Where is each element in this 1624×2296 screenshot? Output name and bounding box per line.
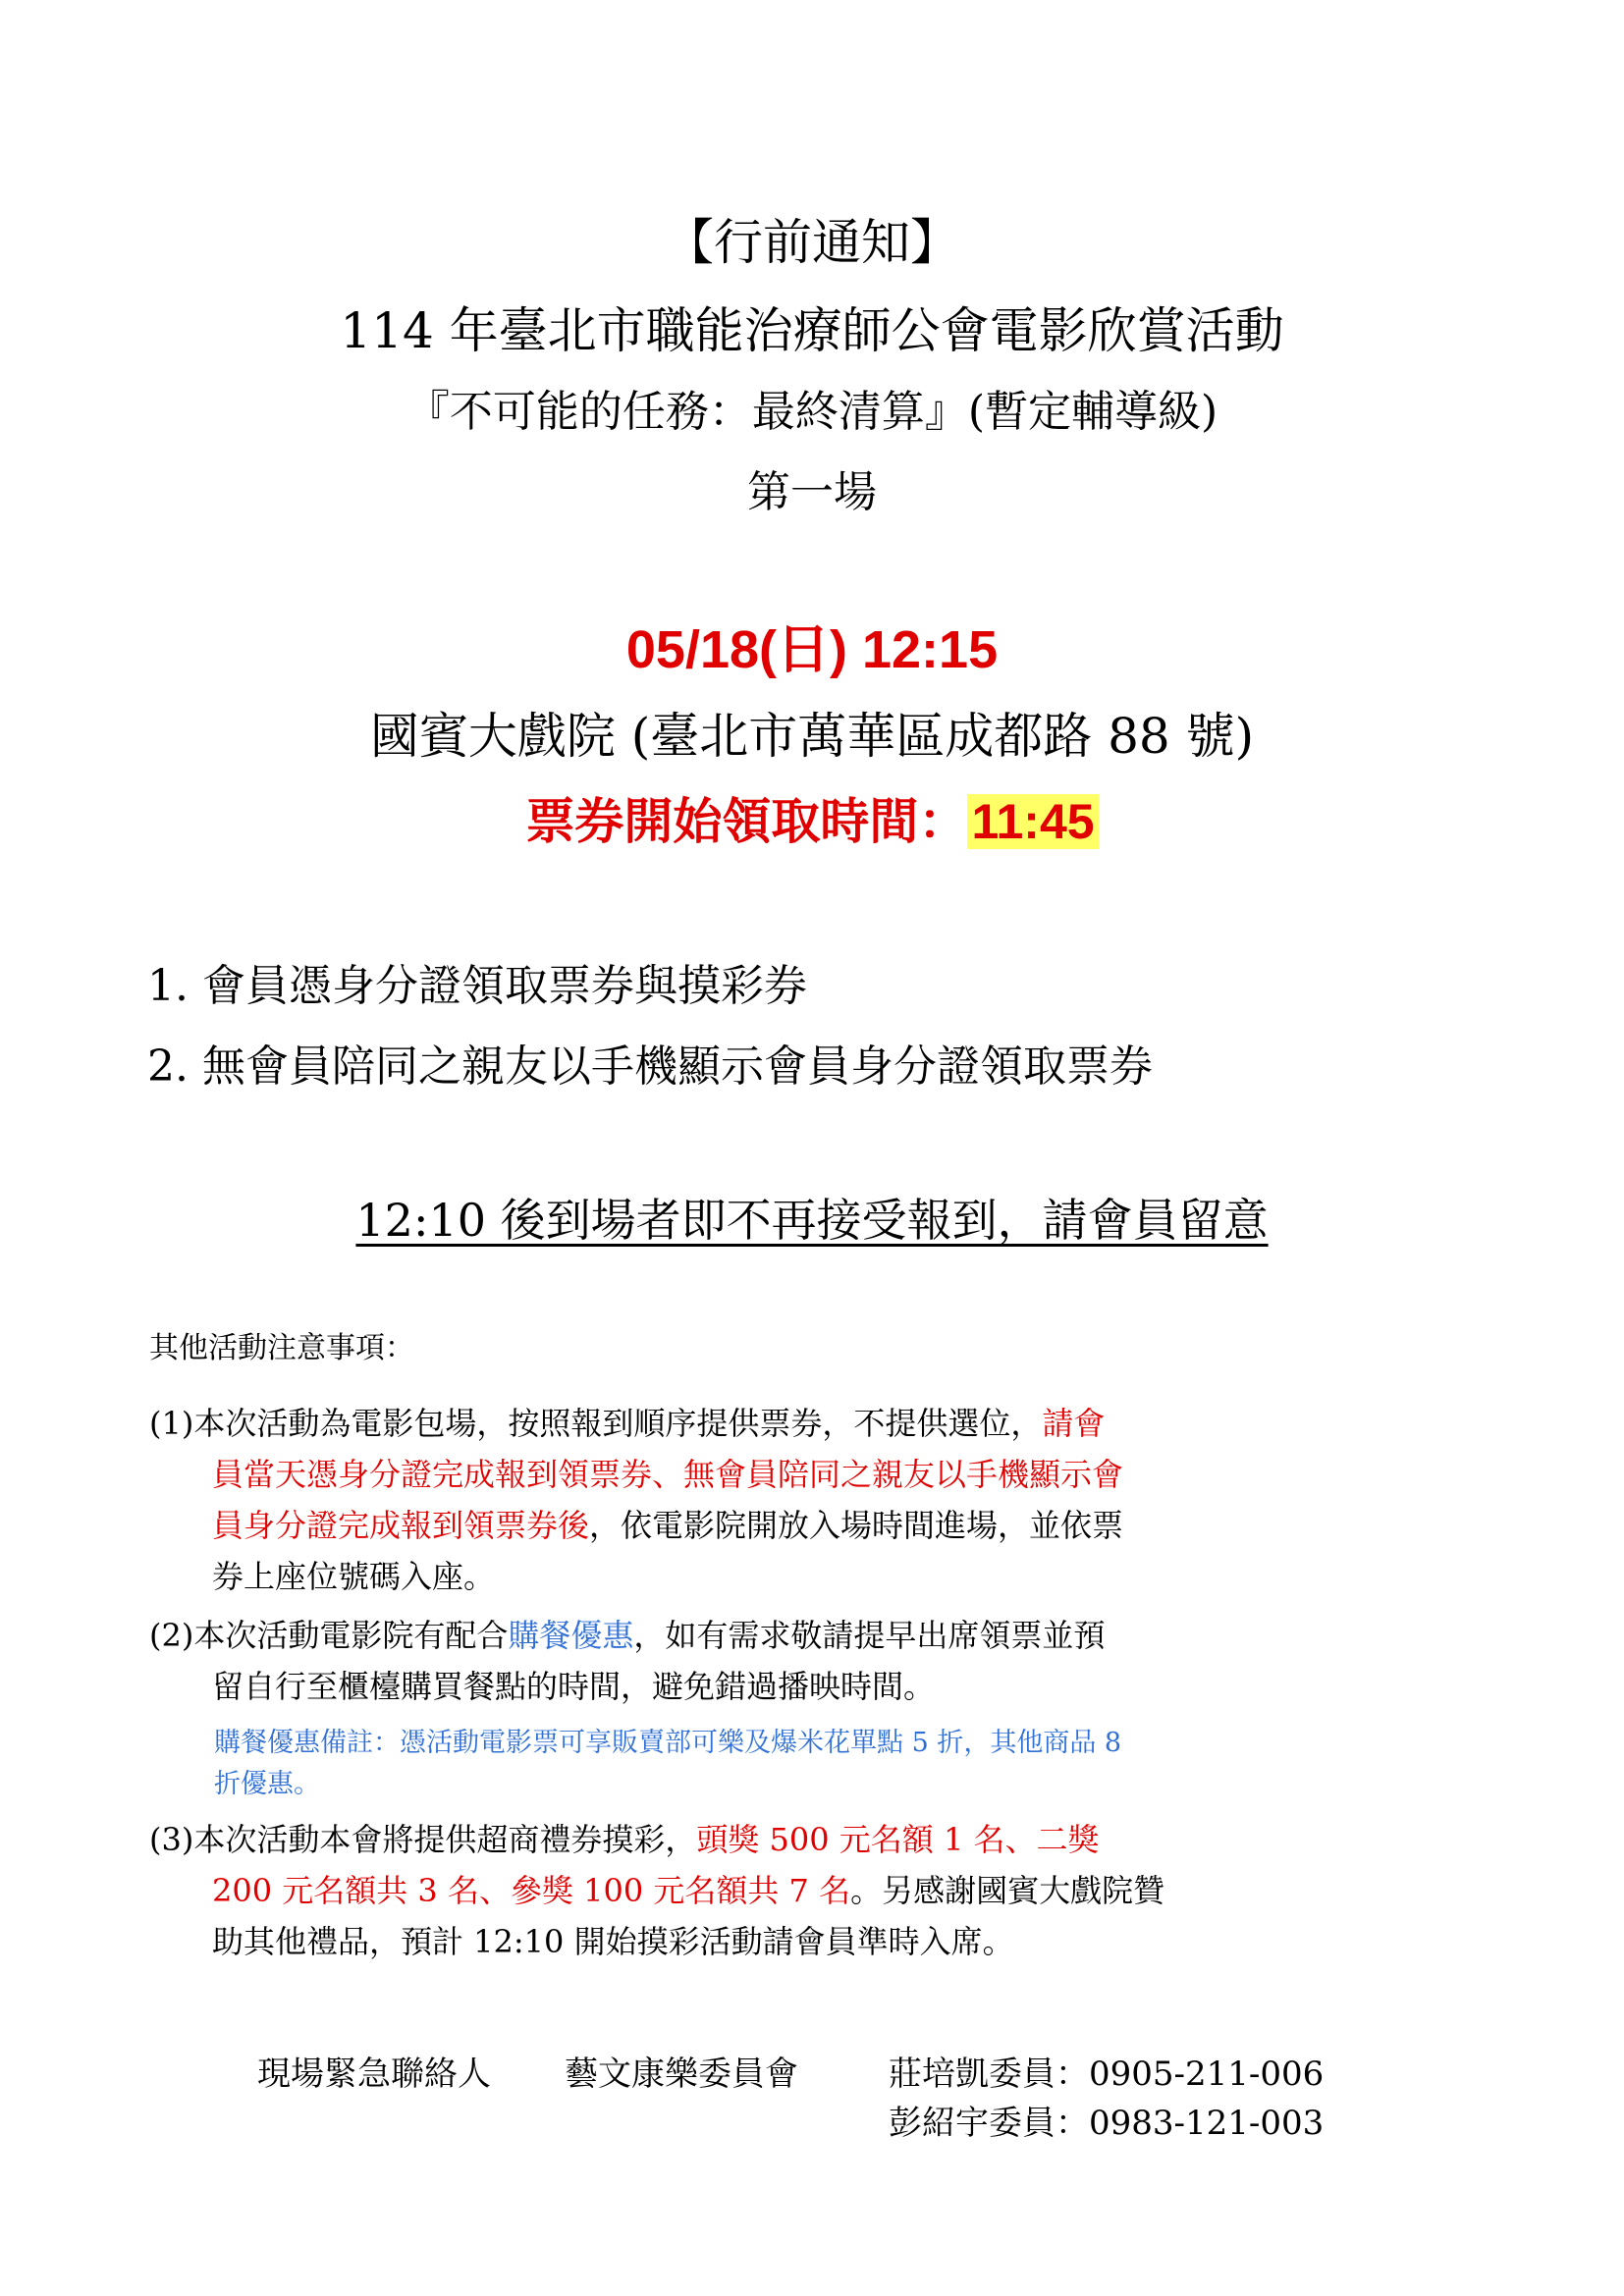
pickup-label: 票券開始領取時間： [525, 794, 968, 849]
meal-discount-text: 購餐優惠 [508, 1617, 634, 1654]
note-item-3 [149, 1814, 1327, 1967]
checkin-deadline [0, 1186, 1624, 1255]
prize-text-red: 200 元名額共 3 名、參獎 100 元名額共 7 名 [212, 1872, 851, 1909]
note-text: (3)本次活動本會將提供超商禮券摸彩， [149, 1821, 697, 1858]
notice-heading: 【行前通知】 [665, 214, 959, 271]
contact-committee: 藝文康樂委員會 [565, 2055, 798, 2094]
event-title: 114 年臺北市職能治療師公會電影欣賞活動 [340, 302, 1284, 359]
note-line: 折優惠。 [214, 1769, 320, 1799]
contact-label: 現場緊急聯絡人 [257, 2055, 491, 2094]
note-text: 。另感謝國賓大戲院贊 [850, 1872, 1165, 1909]
note-text: (2)本次活動電影院有配合 [149, 1617, 509, 1654]
meal-discount-note [214, 1723, 1121, 1805]
other-notes-heading: 其他活動注意事項： [149, 1331, 414, 1365]
pickup-time-highlight: 11:45 [967, 794, 1098, 849]
prize-text-red: 頭獎 500 元名額 1 名、二獎 [696, 1821, 1100, 1858]
note-line: 購餐優惠備註：憑活動電影票可享販賣部可樂及爆米花單點 5 折，其他商品 8 [214, 1728, 1122, 1758]
note-text: (1)本次活動為電影包場，按照報到順序提供票券，不提供選位， [149, 1405, 1043, 1442]
note-text: ，依電影院開放入場時間進場，並依票 [589, 1507, 1124, 1544]
requirement-item: 1. 會員憑身分證領取票券與摸彩券 [147, 961, 807, 1011]
note-text-red: 員當天憑身分證完成報到領票券、無會員陪同之親友以手機顯示會 [212, 1456, 1124, 1493]
event-datetime: 05/18(日) 12:15 [625, 620, 999, 679]
note-text-red: 請會 [1042, 1405, 1106, 1442]
note-text-red: 員身分證完成報到領票券後 [212, 1507, 590, 1544]
session-label: 第一場 [747, 467, 877, 517]
note-item-2 [149, 1610, 1327, 1712]
movie-title: 『不可能的任務：最終清算』(暫定輔導級) [406, 387, 1218, 437]
note-text: ，如有需求敬請提早出席領票並預 [633, 1617, 1106, 1654]
venue-address: 國賓大戲院 (臺北市萬華區成都路 88 號) [369, 708, 1255, 765]
deadline-text: 12:10 後到場者即不再接受報到，請會員留意 [355, 1194, 1269, 1247]
contact-person-1: 莊培凱委員：0905-211-006 [889, 2055, 1325, 2094]
note-text: 留自行至櫃檯購買餐點的時間，避免錯過播映時間。 [212, 1668, 936, 1705]
note-text: 券上座位號碼入座。 [212, 1558, 496, 1595]
requirement-item: 2. 無會員陪同之親友以手機顯示會員身分證領取票券 [147, 1041, 1153, 1092]
note-item-1 [149, 1398, 1327, 1602]
ticket-pickup-time [0, 785, 1624, 858]
note-text: 助其他禮品，預計 12:10 開始摸彩活動請會員準時入席。 [212, 1923, 1014, 1960]
contact-person-2: 彭紹宇委員：0983-121-003 [889, 2104, 1325, 2143]
